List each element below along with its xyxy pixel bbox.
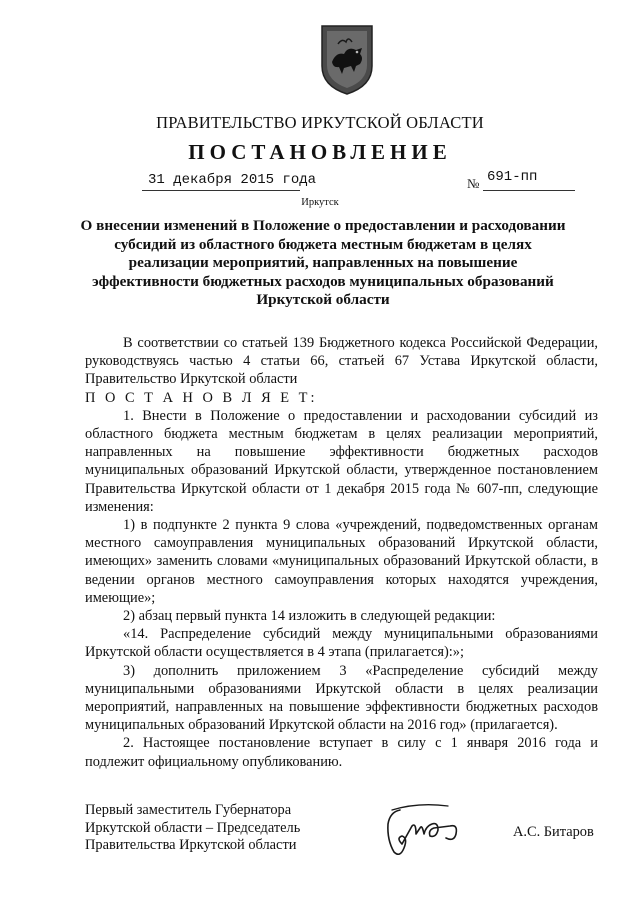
number-sign: № [467, 176, 480, 191]
signature-icon [378, 800, 478, 860]
document-date: 31 декабря 2015 года [148, 172, 317, 188]
body-paragraph: 3) дополнить приложением 3 «Распределение субсидий между муниципальными образованиями Иркутской области в целях реализации мероприятий, направленных на повышение эффективности бюджетных расходов муниципальных образований Иркутской области на 2016 год» (прилагается). [85, 662, 598, 734]
body-paragraph: 2. Настоящее постановление вступает в силу с 1 января 2016 года и подлежит официальному опубликованию. [85, 735, 598, 770]
title-line: реализации мероприятий, направленных на повышение [128, 254, 518, 272]
signer-position [85, 802, 300, 855]
document-number: 691-пп [487, 169, 538, 185]
body-paragraph: 2) абзац первый пункта 14 изложить в следующей редакции: [123, 608, 496, 625]
handwritten-signature [378, 800, 478, 860]
document-type: ПОСТАНОВЛЕНИЕ [188, 140, 452, 164]
document-title [78, 217, 568, 310]
coat-of-arms-emblem [318, 22, 376, 96]
coat-of-arms-icon [318, 22, 376, 96]
city-name: Иркутск [301, 197, 339, 208]
preamble-paragraph: В соответствии со статьей 139 Бюджетного кодекса Российской Федерации, руководствуясь частью 4 статьи 66, статьей 67 Устава Иркутской области, Правительство Иркутской области [85, 335, 598, 388]
body-paragraph: 1) в подпункте 2 пункта 9 слова «учреждений, подведомственных органам местного самоуправления муниципальных образований Иркутской области, имеющих» заменить словами «муниципальных образований Иркутской области, в ведении органов местного самоуправления которых находятся учреждения, имеющие»; [85, 517, 598, 606]
signer-position-line: Первый заместитель Губернатора [85, 802, 292, 818]
organization-name: ПРАВИТЕЛЬСТВО ИРКУТСКОЙ ОБЛАСТИ [156, 113, 484, 132]
signer-name: А.С. Битаров [513, 824, 594, 840]
title-line: эффективности бюджетных расходов муниципальных образований [92, 272, 554, 290]
body-paragraph: 1. Внести в Положение о предоставлении и расходовании субсидий из областного бюджета местным бюджетам в целях реализации мероприятий, направленных на повышение эффективности бюджетных расходов муниципальных образований Иркутской области, утвержденное постановлением Правительства Иркутской области от 1 декабря 2015 года № 607-пп, следующие изменения: [85, 407, 598, 515]
title-line: Иркутской области [256, 291, 390, 309]
signer-position-line: Правительства Иркутской области [85, 837, 297, 853]
document-body [85, 334, 598, 771]
title-line: субсидий из областного бюджета местным бюджетам в целях [114, 235, 532, 253]
signer-position-line: Иркутской области – Председатель [85, 819, 301, 836]
resolves-heading: П О С Т А Н О В Л Я Е Т: [85, 389, 318, 406]
title-line: О внесении изменений в Положение о предоставлении и расходовании [80, 217, 566, 234]
body-paragraph: «14. Распределение субсидий между муниципальными образованиями Иркутской области осуществляется в 4 этапа (прилагается):»; [85, 626, 598, 661]
